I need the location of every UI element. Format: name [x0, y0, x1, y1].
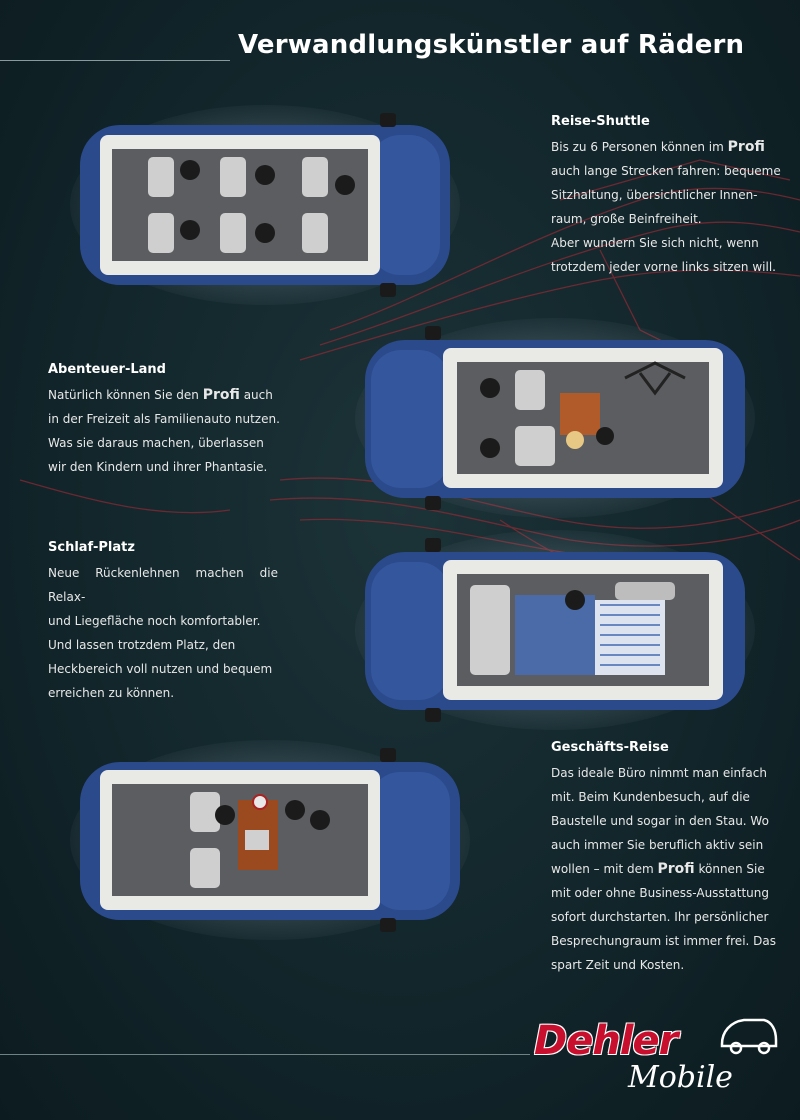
van-family-icon — [355, 318, 755, 518]
section-schlaf-platz — [48, 540, 278, 705]
title-rule — [0, 60, 230, 61]
van-office-icon — [70, 740, 470, 940]
van-sleep-icon — [355, 530, 755, 730]
section-text: Bis zu 6 Personen können im Profi auch lange Strecken fahren: bequeme Sitzhaltung, übersichtlicher Innen- raum, große Beinfreiheit. Aber wundern Sie sich nicht, wenn trotzdem jeder vorne links sitzen will. — [551, 139, 781, 274]
logo-word: Dehler — [534, 1018, 678, 1064]
section-heading: Geschäfts-Reise — [551, 740, 669, 755]
logo-sub: Mobile — [628, 1060, 733, 1095]
section-heading: Reise-Shuttle — [551, 114, 650, 129]
section-heading: Schlaf-Platz — [48, 540, 135, 555]
section-text: Das ideale Büro nimmt man einfach mit. Beim Kundenbesuch, auf die Baustelle und sogar in den Stau. Wo auch immer Sie beruflich aktiv sein wollen – mit dem Profi können Sie mit oder ohne Business-Ausstattung sofort durchstarten. Ihr persönlicher Besprechungraum ist immer frei. Das spart Zeit und Kosten. — [551, 766, 776, 972]
van-shuttle-icon — [70, 105, 460, 305]
van-sleep-image — [355, 530, 755, 730]
section-heading: Abenteuer-Land — [48, 362, 166, 377]
section-abenteuer-land — [48, 362, 288, 479]
section-geschaefts-reise — [551, 740, 776, 977]
section-text: Neue Rückenlehnen machen die Relax- und Liegefläche noch komfortabler. Und lassen trotzdem Platz, den Heckbereich voll nutzen und bequem erreichen zu können. — [48, 566, 278, 700]
section-text: Natürlich können Sie den Profi auch in der Freizeit als Familienauto nutzen. Was sie daraus machen, überlassen wir den Kindern und ihrer Phantasie. — [48, 387, 280, 474]
logo-rule — [0, 1054, 530, 1055]
section-reise-shuttle — [551, 114, 781, 279]
van-family-image — [355, 318, 755, 518]
car-outline-icon — [718, 1010, 780, 1060]
van-shuttle-image — [70, 105, 460, 305]
page-title: Verwandlungskünstler auf Rädern — [238, 30, 745, 60]
van-office-image — [70, 740, 470, 940]
dehler-logo — [528, 1008, 788, 1108]
